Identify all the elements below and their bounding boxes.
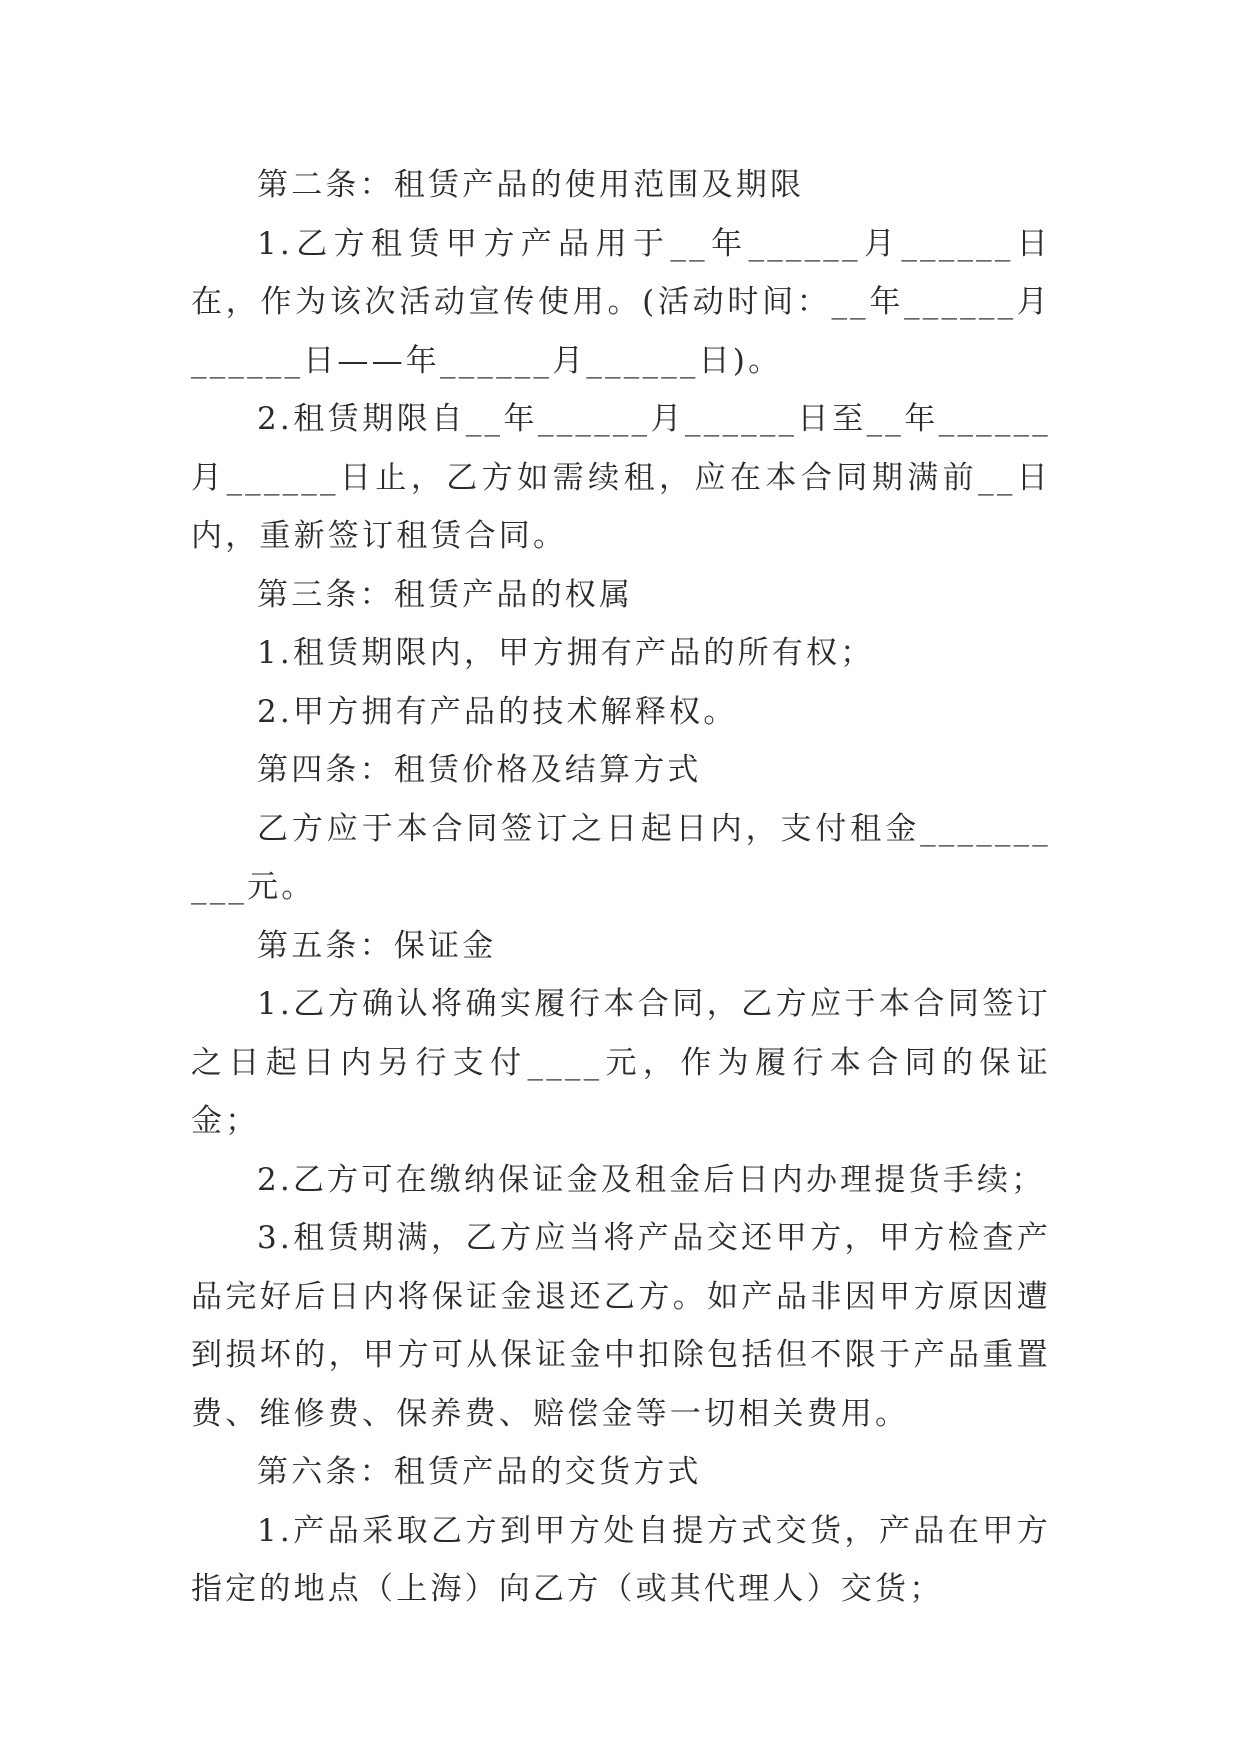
article-4-clause: 乙方应于本合同签订之日起日内，支付租金__________元。 — [191, 810, 1051, 905]
article-2-clause-2: 2.租赁期限自__年______月______日至__年______月______日止，乙方如需续租，应在本合同期满前__日内，重新签订租赁合同。 — [191, 401, 1051, 554]
article-2-clause-1: 1.乙方租赁甲方产品用于__年______月______日在，作为该次活动宣传使用。(活动时间：__年______月______日——年______月______日)。 — [191, 225, 1051, 379]
article-3-clause-2: 2.甲方拥有产品的技术解释权。 — [257, 693, 738, 730]
article-5-clause-3: 3.租赁期满，乙方应当将产品交还甲方，甲方检查产品完好后日内将保证金退还乙方。如产品非因甲方原因遭到损坏的，甲方可从保证金中扣除包括但不限于产品重置费、维修费、保养费、赔偿金等一切相关费用。 — [191, 1220, 1051, 1432]
article-2-heading: 第二条：租赁产品的使用范围及期限 — [257, 167, 805, 203]
document-body — [191, 156, 1051, 1619]
article-3-heading: 第三条：租赁产品的权属 — [257, 576, 634, 613]
article-4-heading: 第四条：租赁价格及结算方式 — [257, 752, 702, 788]
article-6-heading: 第六条：租赁产品的交货方式 — [257, 1454, 702, 1490]
article-5-heading: 第五条：保证金 — [257, 927, 497, 964]
article-6-clause-1: 1.产品采取乙方到甲方处自提方式交货，产品在甲方指定的地点（上海）向乙方（或其代理人）交货； — [191, 1512, 1051, 1607]
article-5-clause-2: 2.乙方可在缴纳保证金及租金后日内办理提货手续； — [257, 1161, 1046, 1198]
article-5-clause-1: 1.乙方确认将确实履行本合同，乙方应于本合同签订之日起日内另行支付____元，作为履行本合同的保证金； — [191, 986, 1051, 1139]
article-3-clause-1: 1.租赁期限内，甲方拥有产品的所有权； — [257, 635, 875, 671]
